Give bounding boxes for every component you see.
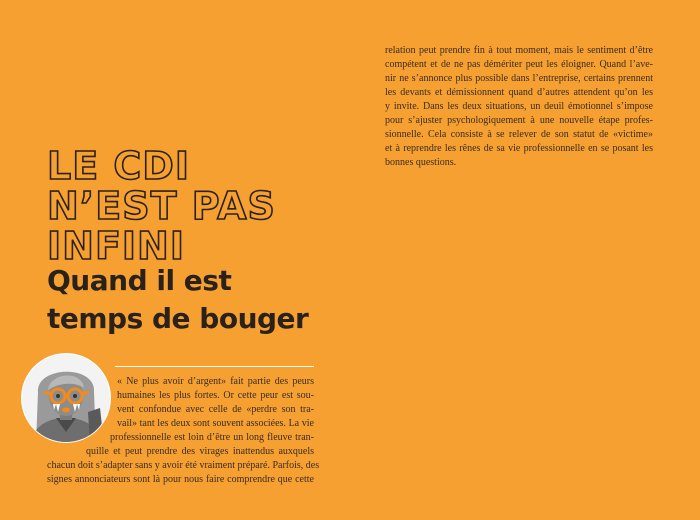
intro-line-6: quille et peut prendre des virages inattendus auxquels [86, 446, 314, 457]
body-line-2: compétent et de ne pas démériter peut les éloigner. Quand l’ave- [385, 59, 653, 70]
body-line-8: et à reprendre les rênes de sa vie professionnelle en se posant les [385, 143, 653, 154]
body-line-6: pour s’ajuster psychologiquement à une nouvelle étape profes- [385, 115, 653, 126]
title-line-2: N’EST PAS [47, 184, 276, 228]
intro-line-4: vail» tant les deux sont souvent associées. La vie [117, 418, 314, 429]
subtitle-line-2: temps de bouger [47, 302, 309, 335]
body-line-5: y invite. Dans les deux situations, un deuil émotionnel s’impose [385, 101, 653, 112]
body-line-7: sionnelle. Cela consiste à se relever de son statut de «victime» [385, 129, 653, 140]
body-line-4: les devants et démissionnent quand d’autres attendent qu’on les [385, 87, 653, 98]
portrait-avatar-icon [20, 352, 112, 444]
title-line-3: INFINI [47, 224, 185, 268]
intro-line-1: « Ne plus avoir d’argent» fait partie des peurs [117, 376, 314, 387]
intro-line-3: vent confondue avec celle de «perdre son tra- [117, 404, 314, 415]
body-line-1: relation peut prendre fin à tout moment, mais le sentiment d’être [385, 45, 653, 56]
intro-line-7: chacun doit s’adapter sans y avoir été vraiment préparé. Parfois, des [47, 460, 320, 471]
intro-line-8: signes annonciateurs sont là pour nous faire comprendre que cette [47, 474, 314, 485]
body-line-9: bonnes questions. [385, 157, 457, 168]
divider-rule [115, 366, 314, 367]
intro-line-2: humaines les plus fortes. Or cette peur est sou- [117, 390, 314, 401]
right-page [350, 0, 700, 520]
title-line-1: LE CDI [47, 144, 190, 188]
body-line-3: nir ne s’annonce plus possible dans l’entreprise, certains prennent [385, 73, 653, 84]
subtitle-line-1: Quand il est [47, 264, 232, 297]
intro-line-5: professionnelle est loin d’être un long fleuve tran- [110, 432, 314, 443]
